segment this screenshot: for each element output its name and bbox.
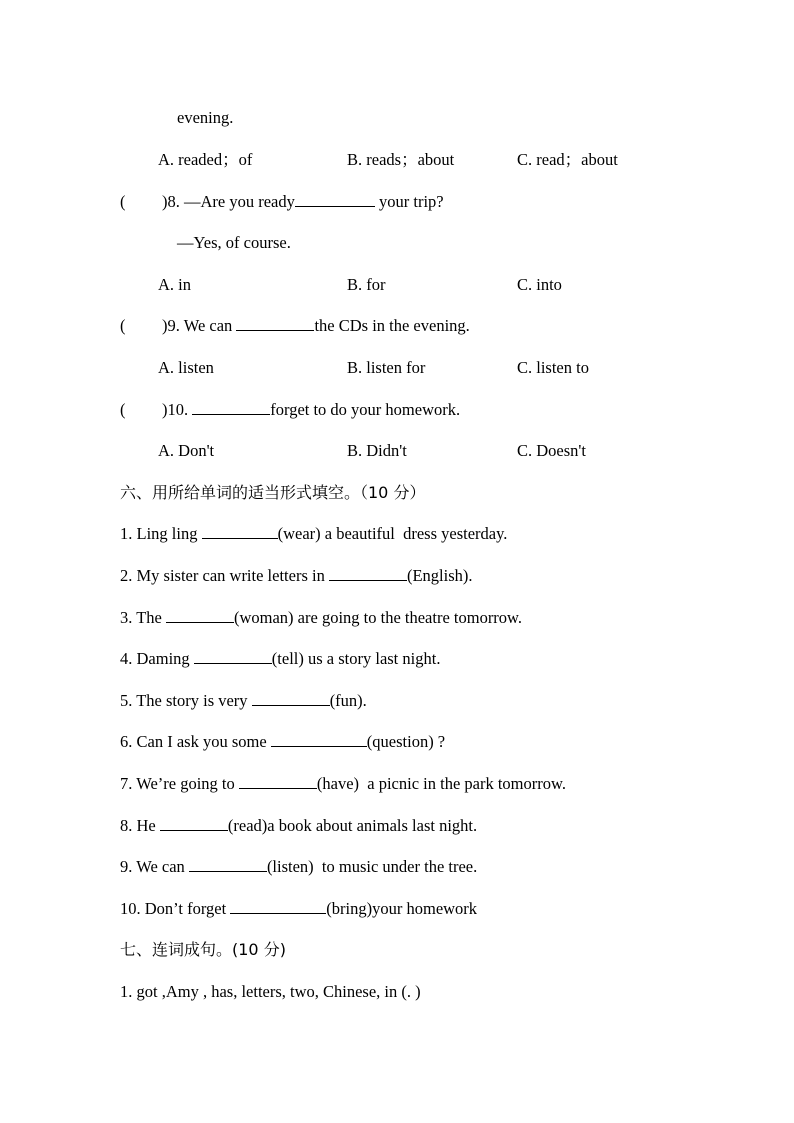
question-number: )8.: [162, 192, 184, 211]
q8-option-c: C. into: [517, 275, 562, 294]
answer-blank[interactable]: [252, 691, 330, 706]
fill-item-7: [120, 774, 566, 794]
question-number: )10.: [162, 400, 193, 419]
q9-option-a: A. listen: [158, 358, 214, 377]
answer-blank[interactable]: [230, 899, 326, 914]
fill-item-3: [120, 608, 522, 628]
item-text: 8. He: [120, 816, 160, 835]
answer-paren: (: [120, 192, 126, 211]
answer-blank[interactable]: [192, 400, 270, 415]
q10-option-b: B. Didn't: [347, 441, 407, 460]
question-7-continuation: evening.: [177, 108, 234, 127]
q7-option-a: A. readed；of: [158, 150, 253, 169]
answer-paren: (: [120, 400, 126, 419]
question-number: )9.: [162, 316, 184, 335]
answer-blank[interactable]: [295, 192, 375, 207]
item-text: (English).: [406, 566, 473, 585]
q9-option-c: C. listen to: [517, 358, 589, 377]
item-text: 9. We can: [120, 857, 189, 876]
item-text: (fun).: [329, 691, 367, 710]
item-text: (tell) us a story last night.: [271, 649, 441, 668]
fill-item-2: [120, 566, 473, 586]
fill-item-6: [120, 732, 445, 752]
item-text: 1. Ling ling: [120, 524, 202, 543]
q9-option-b: B. listen for: [347, 358, 426, 377]
fill-item-8: [120, 816, 477, 836]
item-text: (bring)your homework: [326, 899, 478, 918]
fill-item-10: [120, 899, 477, 919]
question-text: your trip?: [374, 192, 444, 211]
item-text: (woman) are going to the theatre tomorrow.: [233, 608, 523, 627]
answer-blank[interactable]: [160, 816, 228, 831]
q7-option-b: B. reads；about: [347, 150, 455, 169]
question-9: [120, 316, 470, 336]
answer-blank[interactable]: [166, 608, 234, 623]
section-7-title: 七、连词成句。(10 分): [120, 940, 286, 959]
item-text: 5. The story is very: [120, 691, 252, 710]
q8-reply: —Yes, of course.: [177, 233, 291, 252]
q8-option-a: A. in: [158, 275, 191, 294]
item-text: 10. Don’t forget: [120, 899, 231, 918]
item-text: 4. Daming: [120, 649, 194, 668]
item-text: (read)a book about animals last night.: [227, 816, 478, 835]
question-text: the CDs in the evening.: [314, 316, 470, 335]
item-text: 7. We’re going to: [120, 774, 239, 793]
question-text: —Are you ready: [184, 192, 295, 211]
fill-item-1: [120, 524, 507, 544]
q10-option-c: C. Doesn't: [517, 441, 586, 460]
q7-option-c: C. read；about: [517, 150, 618, 169]
answer-blank[interactable]: [329, 566, 407, 581]
item-text: (have) a picnic in the park tomorrow.: [316, 774, 566, 793]
fill-item-5: [120, 691, 367, 711]
item-text: 2. My sister can write letters in: [120, 566, 329, 585]
answer-blank[interactable]: [239, 774, 317, 789]
item-text: 3. The: [120, 608, 166, 627]
answer-paren: (: [120, 316, 126, 335]
item-text: 6. Can I ask you some: [120, 732, 271, 751]
fill-item-9: [120, 857, 477, 877]
answer-blank[interactable]: [271, 732, 367, 747]
q10-option-a: A. Don't: [158, 441, 215, 460]
item-text: (question) ?: [366, 732, 446, 751]
section-6-title: 六、用所给单词的适当形式填空。（10 分）: [120, 483, 426, 502]
item-text: (wear) a beautiful dress yesterday.: [277, 524, 508, 543]
item-text: (listen) to music under the tree.: [266, 857, 478, 876]
reorder-item-1: 1. got ,Amy , has, letters, two, Chinese, in (. ): [120, 982, 421, 1001]
fill-item-4: [120, 649, 440, 669]
answer-blank[interactable]: [194, 649, 272, 664]
answer-blank[interactable]: [236, 316, 314, 331]
question-10: [120, 400, 460, 420]
answer-blank[interactable]: [189, 857, 267, 872]
question-8: [120, 192, 444, 212]
q8-option-b: B. for: [347, 275, 386, 294]
answer-blank[interactable]: [202, 524, 278, 539]
question-text: We can: [183, 316, 237, 335]
question-text: forget to do your homework.: [270, 400, 461, 419]
